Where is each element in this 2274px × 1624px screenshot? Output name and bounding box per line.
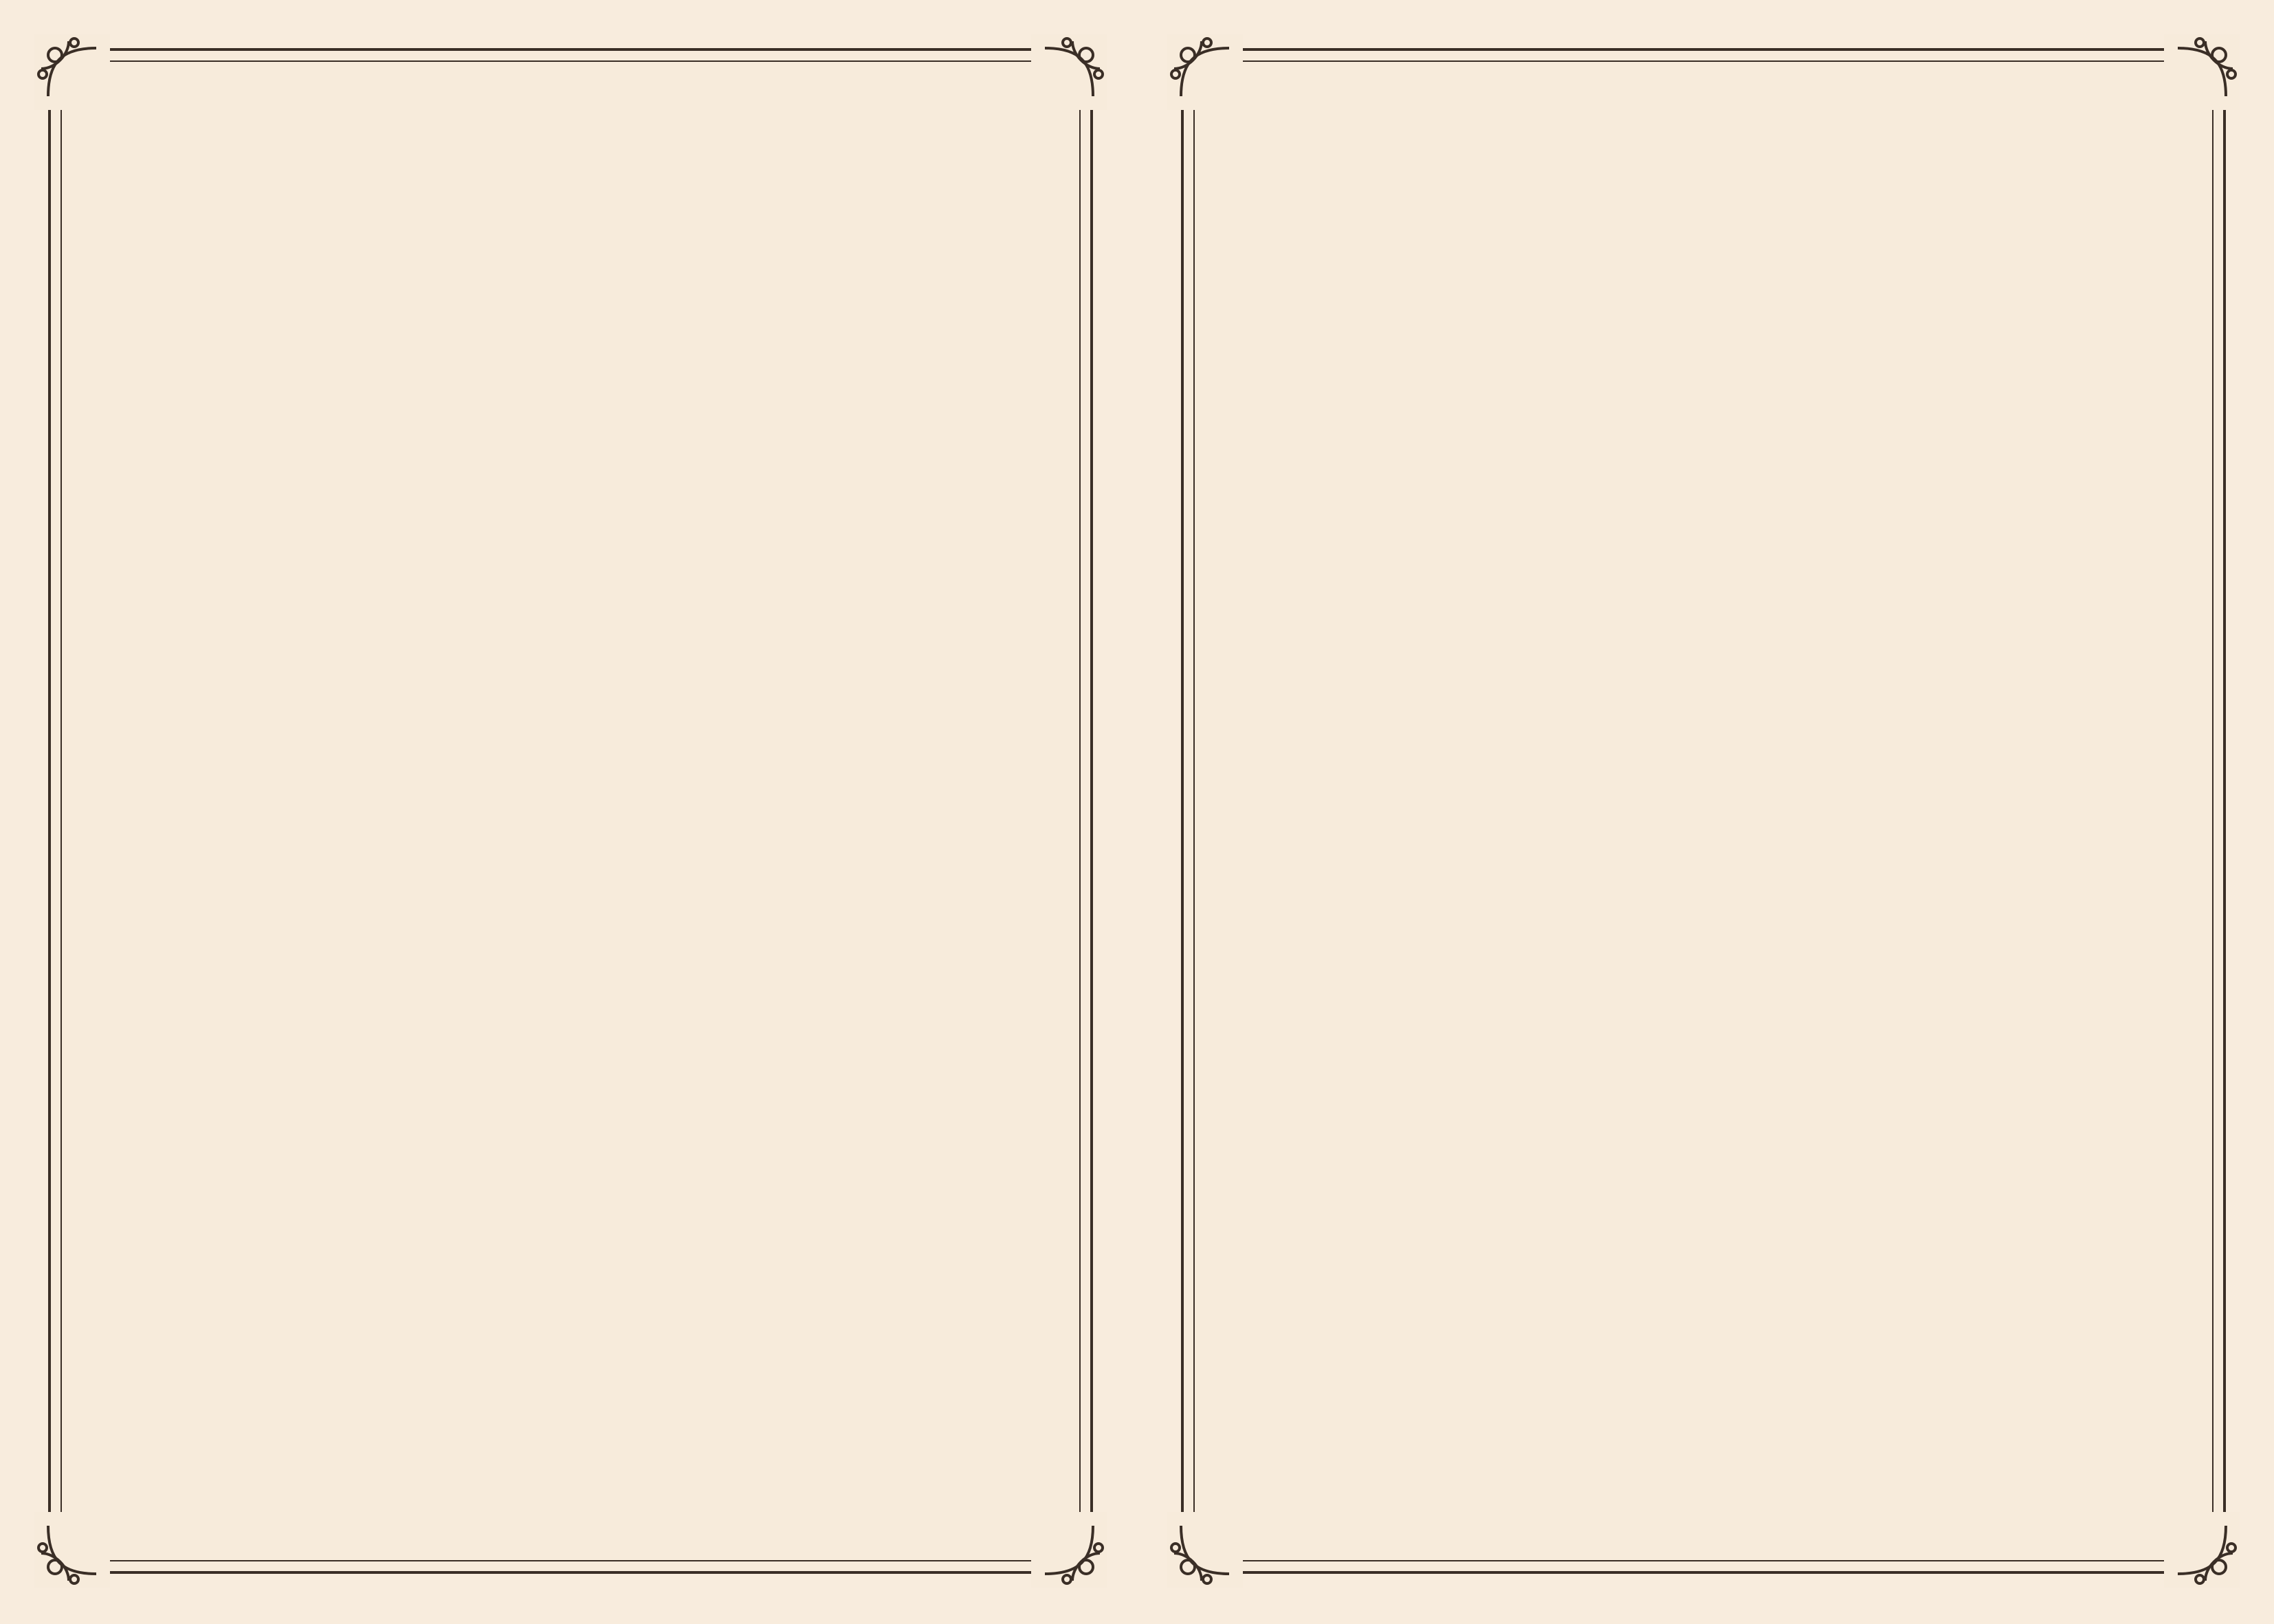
ornament-corner-icon xyxy=(1167,1512,1243,1588)
menu-page-left xyxy=(48,48,1093,1574)
page-frame-inner xyxy=(60,60,1081,1561)
ornament-corner-icon xyxy=(34,34,110,110)
ornament-corner-icon xyxy=(1031,34,1107,110)
ornament-corner-icon xyxy=(1031,1512,1107,1588)
ornament-corner-icon xyxy=(2164,34,2240,110)
menu-page-right xyxy=(1181,48,2226,1574)
ornament-corner-icon xyxy=(1167,34,1243,110)
ornament-corner-icon xyxy=(34,1512,110,1588)
page-frame-inner xyxy=(1193,60,2214,1561)
ornament-corner-icon xyxy=(2164,1512,2240,1588)
